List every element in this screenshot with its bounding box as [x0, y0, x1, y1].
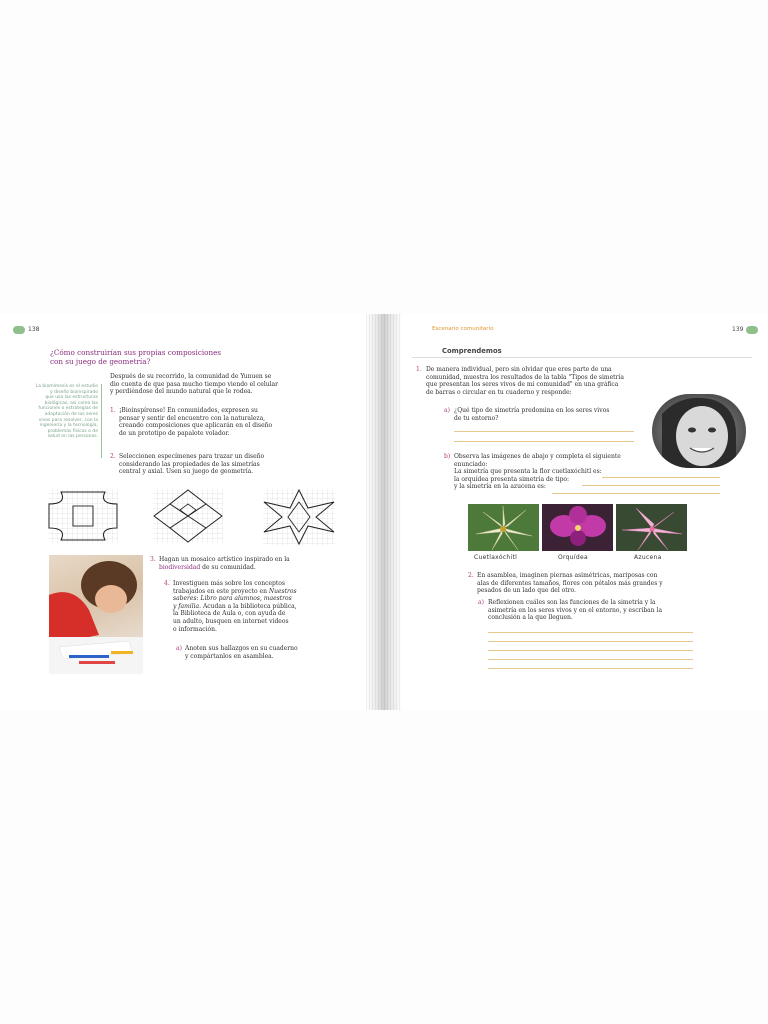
poinsettia-icon — [468, 504, 539, 551]
reflection-answer-line[interactable] — [488, 650, 693, 651]
activity-item-3: 3. Hagan un mosaico artístico inspirado en la biodiversidad de su comunidad. — [150, 556, 290, 571]
page-heading: ¿Cómo construirían sus propias composiciones con su juego de geometría? — [50, 348, 222, 366]
caption-azucena: Azucena — [634, 554, 662, 561]
book-spread — [0, 314, 768, 710]
reflection-answer-line[interactable] — [488, 668, 693, 669]
child-drawing-photo — [49, 555, 143, 674]
lily-icon — [616, 504, 687, 551]
reflection-answer-line[interactable] — [488, 632, 693, 633]
page-tab-pill-icon — [13, 326, 25, 334]
poinsettia-photo — [468, 504, 539, 551]
caption-cuetlaxochitl: Cuetlaxóchitl — [474, 554, 518, 561]
activity-item-2: 2. Seleccionen especímenes para trazar un diseño considerando las propiedades de las simetrías central y axial. Usen su juego de geometría. — [110, 453, 265, 476]
sidebar-divider — [101, 384, 102, 458]
child-drawing-illustration-icon — [49, 555, 143, 674]
page-number: 138 — [28, 326, 40, 333]
question-1a: a) ¿Qué tipo de simetría predomina en los seres vivos de tu entorno? — [444, 407, 610, 422]
answer-line-cuetlaxochitl[interactable] — [602, 477, 720, 478]
geometric-design-1-icon — [47, 488, 119, 544]
question-2: 2. En asamblea, imaginen piernas asimétricas, mariposas con alas de diferentes tamaños, flores con pétalos más grandes y pesados de un lado que del otro. — [468, 572, 663, 595]
right-page — [402, 314, 768, 710]
activity-item-4: 4. Investiguen más sobre los conceptos trabajados en este proyecto en Nuestros saberes: Libro para alumnos, maestros y familia. Acudan a la biblioteca pública, la Biblioteca de Aula o, con ayuda de un adulto, busquen en internet videos o información. — [164, 580, 297, 633]
intro-paragraph: Después de su recorrido, la comunidad de Yunuen se dio cuenta de que pasa mucho tiempo viendo el celular y perdiéndose del mundo natural que le rodea. — [110, 373, 279, 396]
answer-line-azucena[interactable] — [552, 493, 720, 494]
question-1b: b) Observa las imágenes de abajo y completa el siguiente enunciado: La simetría que presenta la flor cuetlaxóchitl es: la orquídea presenta simetría de tipo: y la simetría en la azucena es: — [444, 453, 621, 491]
geometric-design-2-icon — [152, 488, 224, 544]
reflection-answer-line[interactable] — [488, 659, 693, 660]
answer-line-orquidea[interactable] — [582, 485, 720, 486]
section-underline — [412, 357, 752, 358]
orchid-icon — [542, 504, 613, 551]
lily-photo — [616, 504, 687, 551]
answer-line[interactable] — [454, 441, 634, 442]
question-2a: a) Reflexionen cuáles son las funciones de la simetría y la asimetría en los seres vivos y en el entorno, y escriban la conclusión a la que lleguen. — [478, 599, 663, 622]
page-number: 139 — [732, 326, 744, 333]
section-title: Comprendemos — [442, 347, 502, 355]
page-tab-pill-icon — [746, 326, 758, 334]
book-gutter — [366, 314, 402, 710]
question-1: 1. De manera individual, pero sin olvidar que eres parte de una comunidad, muestra los resultados de la tabla "Tipos de simetría que presentan los seres vivos de mi comunidad" en una gráfica de barras o circular en tu cuaderno y responde: — [416, 366, 624, 396]
scenario-label: Escenario comunitario — [432, 326, 494, 332]
activity-item-1: 1. ¡Bioinspírense! En comunidades, expresen su pensar y sentir del encuentro con la naturaleza, creando composiciones que aplicarán en el diseño de un prototipo de papalote volador. — [110, 407, 273, 437]
orchid-photo — [542, 504, 613, 551]
left-page — [0, 314, 370, 710]
caption-orquidea: Orquídea — [558, 554, 588, 561]
answer-line[interactable] — [454, 431, 634, 432]
biomimesis-sidebar: La biomímesis es el estudio y diseño bioinspirado que usa las estructuras biológicas, así como las funciones o estrategias de adaptación de los seres vivos para resolver, con la ingeniería y la tecnología, problemas físicos o de salud en las personas. — [35, 384, 98, 440]
activity-item-4a: a) Anoten sus hallazgos en su cuaderno y compártanlos en asamblea. — [176, 645, 298, 660]
biodiversity-highlight: biodiversidad — [159, 563, 201, 571]
reflection-answer-line[interactable] — [488, 641, 693, 642]
geometric-design-3-icon — [262, 488, 336, 546]
